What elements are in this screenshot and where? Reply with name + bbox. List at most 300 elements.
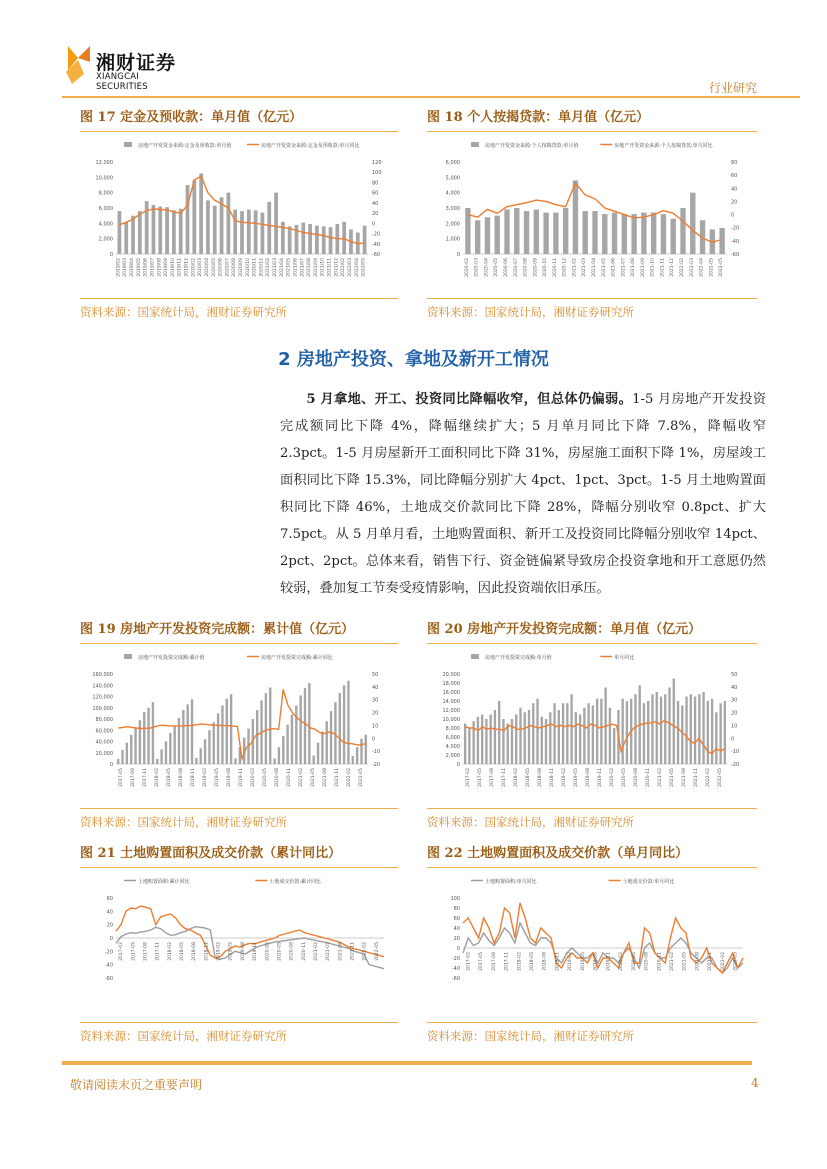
x-tick-label: 2017-05 [479, 952, 485, 971]
bar [221, 706, 223, 765]
x-tick-label: 2022/04 [354, 258, 360, 277]
bar [553, 703, 555, 764]
bar [182, 710, 184, 764]
bar [158, 206, 162, 254]
x-tick-label: 2021-07 [621, 257, 627, 277]
bar [269, 688, 271, 765]
y-right-tick-label: 10 [731, 723, 738, 730]
x-tick-label: 2020-07 [513, 258, 519, 277]
y-right-tick-label: -60 [372, 252, 381, 258]
bar [600, 699, 602, 764]
y-right-tick-label: 0 [731, 736, 735, 743]
y-left-tick-label: 1,000 [445, 236, 460, 243]
x-tick-label: 2019/08 [157, 258, 163, 277]
y-left-tick-label: -60 [104, 976, 113, 982]
figure-17 [80, 106, 398, 320]
y-left-tick-label: 40 [106, 909, 113, 916]
bar [282, 736, 284, 764]
x-tick-label: 2018-08 [192, 942, 198, 961]
logo-cn-text: 湘财证券 [96, 52, 177, 74]
x-tick-label: 2020-02 [251, 768, 256, 787]
bar [152, 702, 154, 764]
y-left-tick-label: 10,000 [95, 175, 113, 182]
footer-rule [62, 1061, 752, 1065]
figure-source: 资料来源：国家统计局，湘财证券研究所 [427, 1022, 757, 1044]
chart-17 [80, 132, 398, 294]
x-tick-label: 2021-02 [299, 768, 304, 787]
y-right-tick-label: -20 [372, 231, 381, 238]
bar [656, 692, 658, 764]
bar [195, 758, 197, 764]
x-tick-label: 2021/12 [334, 258, 340, 277]
bar [274, 193, 278, 254]
bar [528, 710, 530, 764]
y-left-tick-label: 8,000 [445, 726, 460, 732]
legend-label: 土地购置面积:累计同比 [138, 879, 190, 885]
x-tick-label: 2018-05 [530, 952, 535, 971]
bar [322, 226, 326, 254]
bar [724, 701, 726, 764]
legend-label: 房地产开发资金来源:定金及预收款:单月同比 [261, 143, 360, 149]
bar [217, 713, 219, 764]
bar [563, 208, 568, 254]
y-left-tick-label: 0 [456, 762, 460, 768]
bar [481, 715, 483, 765]
x-tick-label: 2018-02 [517, 952, 523, 971]
bar [532, 703, 534, 764]
bar [312, 756, 314, 764]
bar [138, 211, 142, 254]
y-left-tick-label: 2,000 [98, 236, 113, 243]
bar [179, 209, 183, 254]
bar [715, 712, 717, 764]
y-left-tick-label: -20 [451, 956, 460, 962]
y-left-tick-label: 100,000 [92, 705, 113, 712]
x-tick-label: 2019/05 [136, 257, 142, 277]
legend-label: 房地产开发资金来源:个人按揭贷款:单月值 [485, 143, 579, 149]
x-tick-label: 2022-05 [718, 768, 723, 787]
x-tick-label: 2020-05 [622, 768, 627, 787]
x-tick-label: 2022-02 [706, 768, 711, 787]
x-tick-label: 2021-08 [695, 952, 701, 971]
x-tick-label: 2020-06 [504, 258, 509, 277]
x-tick-label: 2022/03 [348, 258, 353, 277]
y-left-tick-label: 100 [450, 896, 460, 902]
bar [519, 708, 521, 764]
header-tag: 行业研究 [708, 81, 757, 95]
bar [562, 703, 564, 764]
bar [352, 756, 354, 764]
x-tick-label: 2019-02 [216, 941, 222, 961]
x-tick-label: 2020/09 [239, 258, 244, 277]
y-left-tick-label: -40 [104, 962, 113, 969]
y-right-tick-label: 50 [372, 672, 379, 678]
x-tick-label: 2021-12 [670, 257, 676, 277]
bar [485, 217, 490, 254]
x-tick-label: 2022-05 [733, 951, 739, 971]
y-left-tick-label: 2,000 [445, 221, 460, 228]
x-tick-label: 2022/05 [361, 258, 367, 277]
x-tick-label: 2021-05 [311, 768, 316, 787]
y-left-tick-label: 80,000 [95, 717, 113, 723]
x-tick-label: 2021/09 [313, 257, 319, 277]
bar [583, 708, 585, 764]
y-left-tick-label: 3,000 [445, 206, 460, 212]
x-tick-label: 2022-05 [359, 768, 364, 787]
figure-title: 图 20 房地产开发投资完成额：单月值（亿元） [427, 618, 757, 644]
legend-label: 土地购置面积:单月同比 [485, 879, 537, 885]
y-right-tick-label: 20 [731, 710, 738, 717]
y-left-tick-label: 0 [456, 946, 460, 952]
bar [139, 720, 141, 764]
x-tick-label: 2020-08 [523, 258, 529, 277]
x-tick-label: 2021-02 [670, 952, 675, 971]
x-tick-label: 2017-08 [491, 951, 497, 971]
x-tick-label: 2021/02 [266, 257, 272, 277]
x-tick-label: 2019-02 [568, 952, 574, 971]
x-tick-label: 2020-05 [494, 257, 500, 277]
bar [626, 701, 628, 764]
y-left-tick-label: 60 [106, 896, 113, 902]
bar [583, 211, 588, 254]
x-tick-label: 2021-08 [631, 257, 637, 277]
x-tick-label: 2020-02 [619, 952, 625, 971]
y-right-tick-label: 0 [372, 736, 376, 743]
bar [524, 211, 529, 254]
series-line [118, 689, 365, 759]
y-left-tick-label: 5,000 [445, 175, 460, 182]
x-tick-label: 2017-02 [466, 768, 471, 787]
x-tick-label: 2017-08 [131, 768, 136, 787]
x-tick-label: 2020/08 [232, 258, 238, 277]
bar [681, 706, 683, 765]
x-tick-label: 2019-02 [562, 768, 567, 787]
bar [199, 174, 203, 255]
bar [685, 697, 687, 765]
bar [613, 728, 615, 764]
bar [507, 724, 509, 765]
bar [169, 733, 171, 764]
x-tick-label: 2018-08 [179, 768, 184, 787]
x-tick-label: 2020-08 [644, 951, 650, 971]
x-tick-label: 2017-08 [490, 768, 495, 787]
x-tick-label: 2018-02 [155, 768, 160, 787]
x-tick-label: 2017-11 [143, 768, 148, 787]
bar [690, 694, 692, 764]
x-tick-label: 2020-11 [646, 768, 651, 787]
bar [363, 226, 367, 254]
bar [343, 685, 345, 764]
bar [220, 197, 224, 254]
figure-18 [427, 106, 757, 320]
bar [680, 208, 685, 254]
x-tick-label: 2021-02 [658, 768, 663, 787]
x-tick-label: 2022/02 [341, 258, 347, 277]
bar [213, 206, 217, 254]
figure-title: 图 19 房地产开发投资完成额：累计值（亿元） [80, 618, 398, 644]
x-tick-label: 2020/03 [198, 257, 204, 277]
bar [173, 726, 175, 764]
bar [295, 706, 297, 765]
figure-source: 资料来源：国家统计局，湘财证券研究所 [80, 808, 398, 830]
legend-label: 房地产开发投资完成额:累计同比 [261, 655, 333, 661]
y-right-tick-label: 20 [372, 211, 379, 218]
y-left-tick-label: 140,000 [92, 683, 113, 690]
figure-20 [427, 618, 757, 830]
x-tick-label: 2020/04 [204, 257, 210, 277]
x-tick-label: 2018-05 [180, 942, 185, 961]
x-tick-label: 2022-05 [709, 257, 715, 277]
y-left-tick-label: 160,000 [92, 672, 113, 678]
y-right-tick-label: -40 [731, 238, 740, 245]
x-tick-label: 2020-11 [287, 768, 292, 787]
bar [543, 213, 548, 254]
x-tick-label: 2017-11 [504, 951, 510, 971]
bar [694, 697, 696, 765]
figure-source: 资料来源：国家统计局，湘财证券研究所 [427, 808, 757, 830]
x-tick-label: 2019/07 [150, 258, 156, 277]
x-tick-label: 2020-02 [464, 258, 470, 277]
y-left-tick-label: 0 [109, 252, 113, 258]
bar [536, 699, 538, 764]
bar [553, 213, 558, 254]
x-tick-label: 2020-11 [552, 258, 558, 277]
bar [143, 712, 145, 764]
x-tick-label: 2022-02 [362, 941, 368, 961]
bar [301, 223, 305, 254]
bar [690, 193, 695, 254]
bar [304, 688, 306, 764]
x-tick-label: 2020-08 [275, 768, 280, 787]
bar [573, 180, 578, 254]
y-left-tick-label: 80 [453, 906, 460, 912]
bar [191, 699, 193, 764]
bar [664, 694, 666, 764]
bar [468, 728, 470, 764]
y-right-tick-label: -60 [731, 252, 740, 258]
x-tick-label: 2017-02 [119, 942, 125, 961]
x-tick-label: 2021-11 [694, 768, 699, 787]
y-right-tick-label: 10 [372, 723, 379, 730]
x-tick-label: 2020-03 [474, 258, 480, 277]
bar [278, 747, 280, 764]
legend-label: 土地成交价款:单月同比 [622, 879, 675, 885]
bar [566, 703, 568, 764]
y-right-tick-label: 30 [731, 697, 738, 704]
y-left-tick-label: 40 [453, 926, 460, 932]
x-tick-label: 2021/10 [320, 257, 326, 277]
bar [124, 222, 128, 254]
bar [126, 743, 128, 764]
x-tick-label: 2021-11 [660, 257, 666, 277]
bar [707, 701, 709, 764]
y-left-tick-label: 4,000 [98, 221, 113, 228]
x-tick-label: 2021-05 [670, 768, 675, 787]
y-right-tick-label: 50 [731, 672, 738, 678]
bar [165, 207, 169, 254]
x-tick-label: 2021-02 [314, 942, 319, 961]
x-tick-label: 2019-08 [593, 951, 599, 971]
bar [622, 214, 627, 254]
x-tick-label: 2021-10 [650, 258, 656, 277]
x-tick-label: 2018-11 [550, 768, 555, 787]
x-tick-label: 2020-05 [277, 942, 283, 961]
bar [515, 715, 517, 765]
bar [134, 728, 136, 764]
bar [233, 210, 237, 254]
y-left-tick-label: 4,000 [445, 744, 460, 750]
bar [702, 692, 704, 764]
y-right-tick-label: 40 [372, 200, 379, 207]
bar [299, 695, 301, 764]
x-tick-label: 2020-09 [533, 257, 539, 277]
legend-swatch-bar [124, 142, 132, 147]
x-tick-label: 2019-05 [574, 768, 579, 787]
bar [213, 722, 215, 764]
x-tick-label: 2021/11 [327, 257, 333, 277]
x-tick-label: 2020-10 [543, 257, 549, 277]
x-tick-label: 2019-05 [215, 768, 220, 787]
bar [131, 216, 135, 254]
y-left-tick-label: -20 [104, 949, 113, 956]
bar [673, 679, 675, 765]
x-tick-label: 2021-08 [323, 768, 328, 787]
x-tick-label: 2018-05 [526, 768, 531, 787]
x-tick-label: 2019-11 [598, 768, 603, 787]
company-logo [62, 44, 182, 90]
y-right-tick-label: 60 [731, 173, 738, 180]
bar [186, 185, 190, 254]
x-tick-label: 2021-02 [572, 257, 578, 277]
figure-title: 图 17 定金及预收款：单月值（亿元） [80, 106, 398, 132]
legend-swatch-bar [471, 142, 479, 147]
x-tick-label: 2021-05 [601, 258, 607, 277]
y-left-tick-label: 6,000 [445, 160, 460, 166]
bar [204, 739, 206, 764]
legend-label: 单月同比 [614, 655, 635, 661]
bar [329, 227, 333, 254]
bar [256, 710, 258, 764]
bar [534, 210, 539, 254]
x-tick-label: 2018-11 [555, 952, 561, 971]
x-tick-label: 2020/02 [191, 257, 197, 277]
x-tick-label: 2018-02 [514, 768, 519, 787]
legend-label: 房地产开发投资完成额:累计值 [138, 655, 205, 661]
legend-label: 房地产开发资金来源:定金及预收款:单月值 [138, 143, 232, 149]
bar [117, 759, 119, 764]
y-left-tick-label: 12,000 [95, 160, 113, 166]
x-tick-label: 2019-08 [240, 941, 246, 961]
x-tick-label: 2019-11 [253, 942, 259, 961]
logo-en-text: XIANGCAI SECURITIES [96, 72, 148, 92]
x-tick-label: 2020-08 [289, 941, 295, 961]
x-tick-label: 2021-08 [338, 942, 344, 961]
bar [230, 694, 232, 764]
x-tick-label: 2021/07 [300, 258, 306, 277]
x-tick-label: 2021-04 [592, 258, 597, 277]
x-tick-label: 2020/07 [225, 258, 231, 277]
bar [226, 699, 228, 764]
y-right-tick-label: -20 [731, 225, 740, 232]
bar [671, 219, 676, 254]
y-left-tick-label: -40 [451, 966, 460, 972]
bar [587, 703, 589, 764]
y-right-tick-label: 60 [372, 190, 379, 197]
legend-label: 房地产开发资金来源:个人按揭贷款:单月同比 [614, 143, 713, 149]
bar [494, 710, 496, 764]
bar [339, 693, 341, 764]
bar [165, 742, 167, 765]
legend-swatch-bar [124, 654, 132, 659]
y-left-tick-label: 18,000 [442, 681, 460, 687]
bar [291, 715, 293, 765]
bar [265, 693, 267, 764]
y-left-tick-label: 6,000 [98, 206, 113, 212]
bar [719, 703, 721, 764]
x-tick-label: 2017-05 [119, 768, 124, 787]
y-right-tick-label: -10 [731, 749, 740, 756]
bar [643, 703, 645, 764]
y-left-tick-label: 6,000 [445, 735, 460, 741]
header-rule [62, 96, 800, 98]
bar [342, 222, 346, 254]
x-tick-label: 2021-11 [335, 768, 340, 787]
x-tick-label: 2020/10 [245, 257, 251, 277]
x-tick-label: 2020-05 [631, 951, 637, 971]
bar [326, 721, 328, 764]
x-tick-label: 2018-05 [167, 768, 172, 787]
bar [267, 202, 271, 254]
bar [631, 214, 636, 254]
bar [596, 699, 598, 764]
bar [308, 683, 310, 764]
y-right-tick-label: 40 [372, 684, 379, 691]
x-tick-label: 2017-05 [131, 942, 137, 961]
x-tick-label: 2017-05 [478, 768, 483, 787]
bar [647, 701, 649, 764]
x-tick-label: 2022-05 [374, 941, 380, 961]
bar [504, 210, 509, 254]
x-tick-label: 2020-11 [301, 941, 307, 961]
bar [579, 715, 581, 765]
figure-source: 资料来源：国家统计局，湘财证券研究所 [427, 298, 757, 320]
x-tick-label: 2019/10 [170, 258, 176, 277]
bar [612, 213, 617, 254]
bar [356, 747, 358, 764]
bar [549, 712, 551, 764]
x-tick-label: 2021-08 [682, 768, 687, 787]
y-left-tick-label: 60 [453, 916, 460, 922]
bar [321, 731, 323, 764]
bar [315, 226, 319, 254]
bar [240, 211, 244, 254]
bar [502, 719, 504, 764]
y-left-tick-label: 120,000 [92, 694, 113, 701]
bar [118, 211, 122, 254]
bar [208, 730, 210, 764]
x-tick-label: 2022-02 [680, 258, 685, 277]
x-tick-label: 2021/04 [279, 258, 285, 277]
y-left-tick-label: 10,000 [442, 717, 460, 723]
bar [719, 228, 724, 254]
x-tick-label: 2019-08 [586, 768, 591, 787]
bar [121, 750, 123, 764]
figure-source: 资料来源：国家统计局，湘财证券研究所 [80, 1022, 398, 1044]
x-tick-label: 2018-11 [191, 768, 196, 787]
bar [186, 704, 188, 764]
legend-swatch-bar [471, 654, 479, 659]
x-tick-label: 2019-05 [580, 951, 586, 971]
